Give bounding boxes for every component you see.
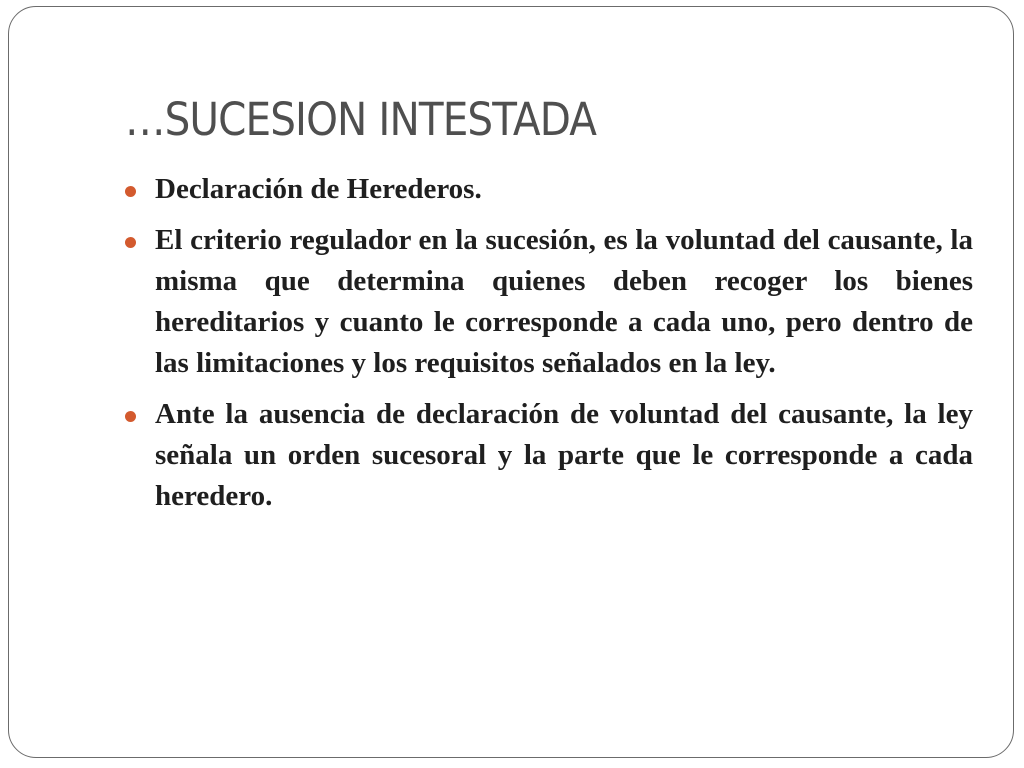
bullet-dot-icon [125,186,136,197]
bullet-item [121,220,973,384]
bullet-text: Declaración de Herederos. [155,173,482,205]
bullet-list [121,169,973,527]
bullet-item [121,169,973,210]
bullet-item [121,394,973,517]
bullet-dot-icon [125,411,136,422]
bullet-text: El criterio regulador en la sucesión, es la voluntad del causante, la misma que determina quienes deben recoger los bienes hereditarios y cuanto le corresponde a cada uno, pero dentro de las limitaciones y los requisitos señalados en la ley. [155,224,973,379]
slide-title: …SUCESION INTESTADA [125,93,597,146]
bullet-text: Ante la ausencia de declaración de voluntad del causante, la ley señala un orden sucesoral y la parte que le corresponde a cada heredero. [155,398,973,512]
slide-frame [8,6,1014,758]
bullet-dot-icon [125,237,136,248]
